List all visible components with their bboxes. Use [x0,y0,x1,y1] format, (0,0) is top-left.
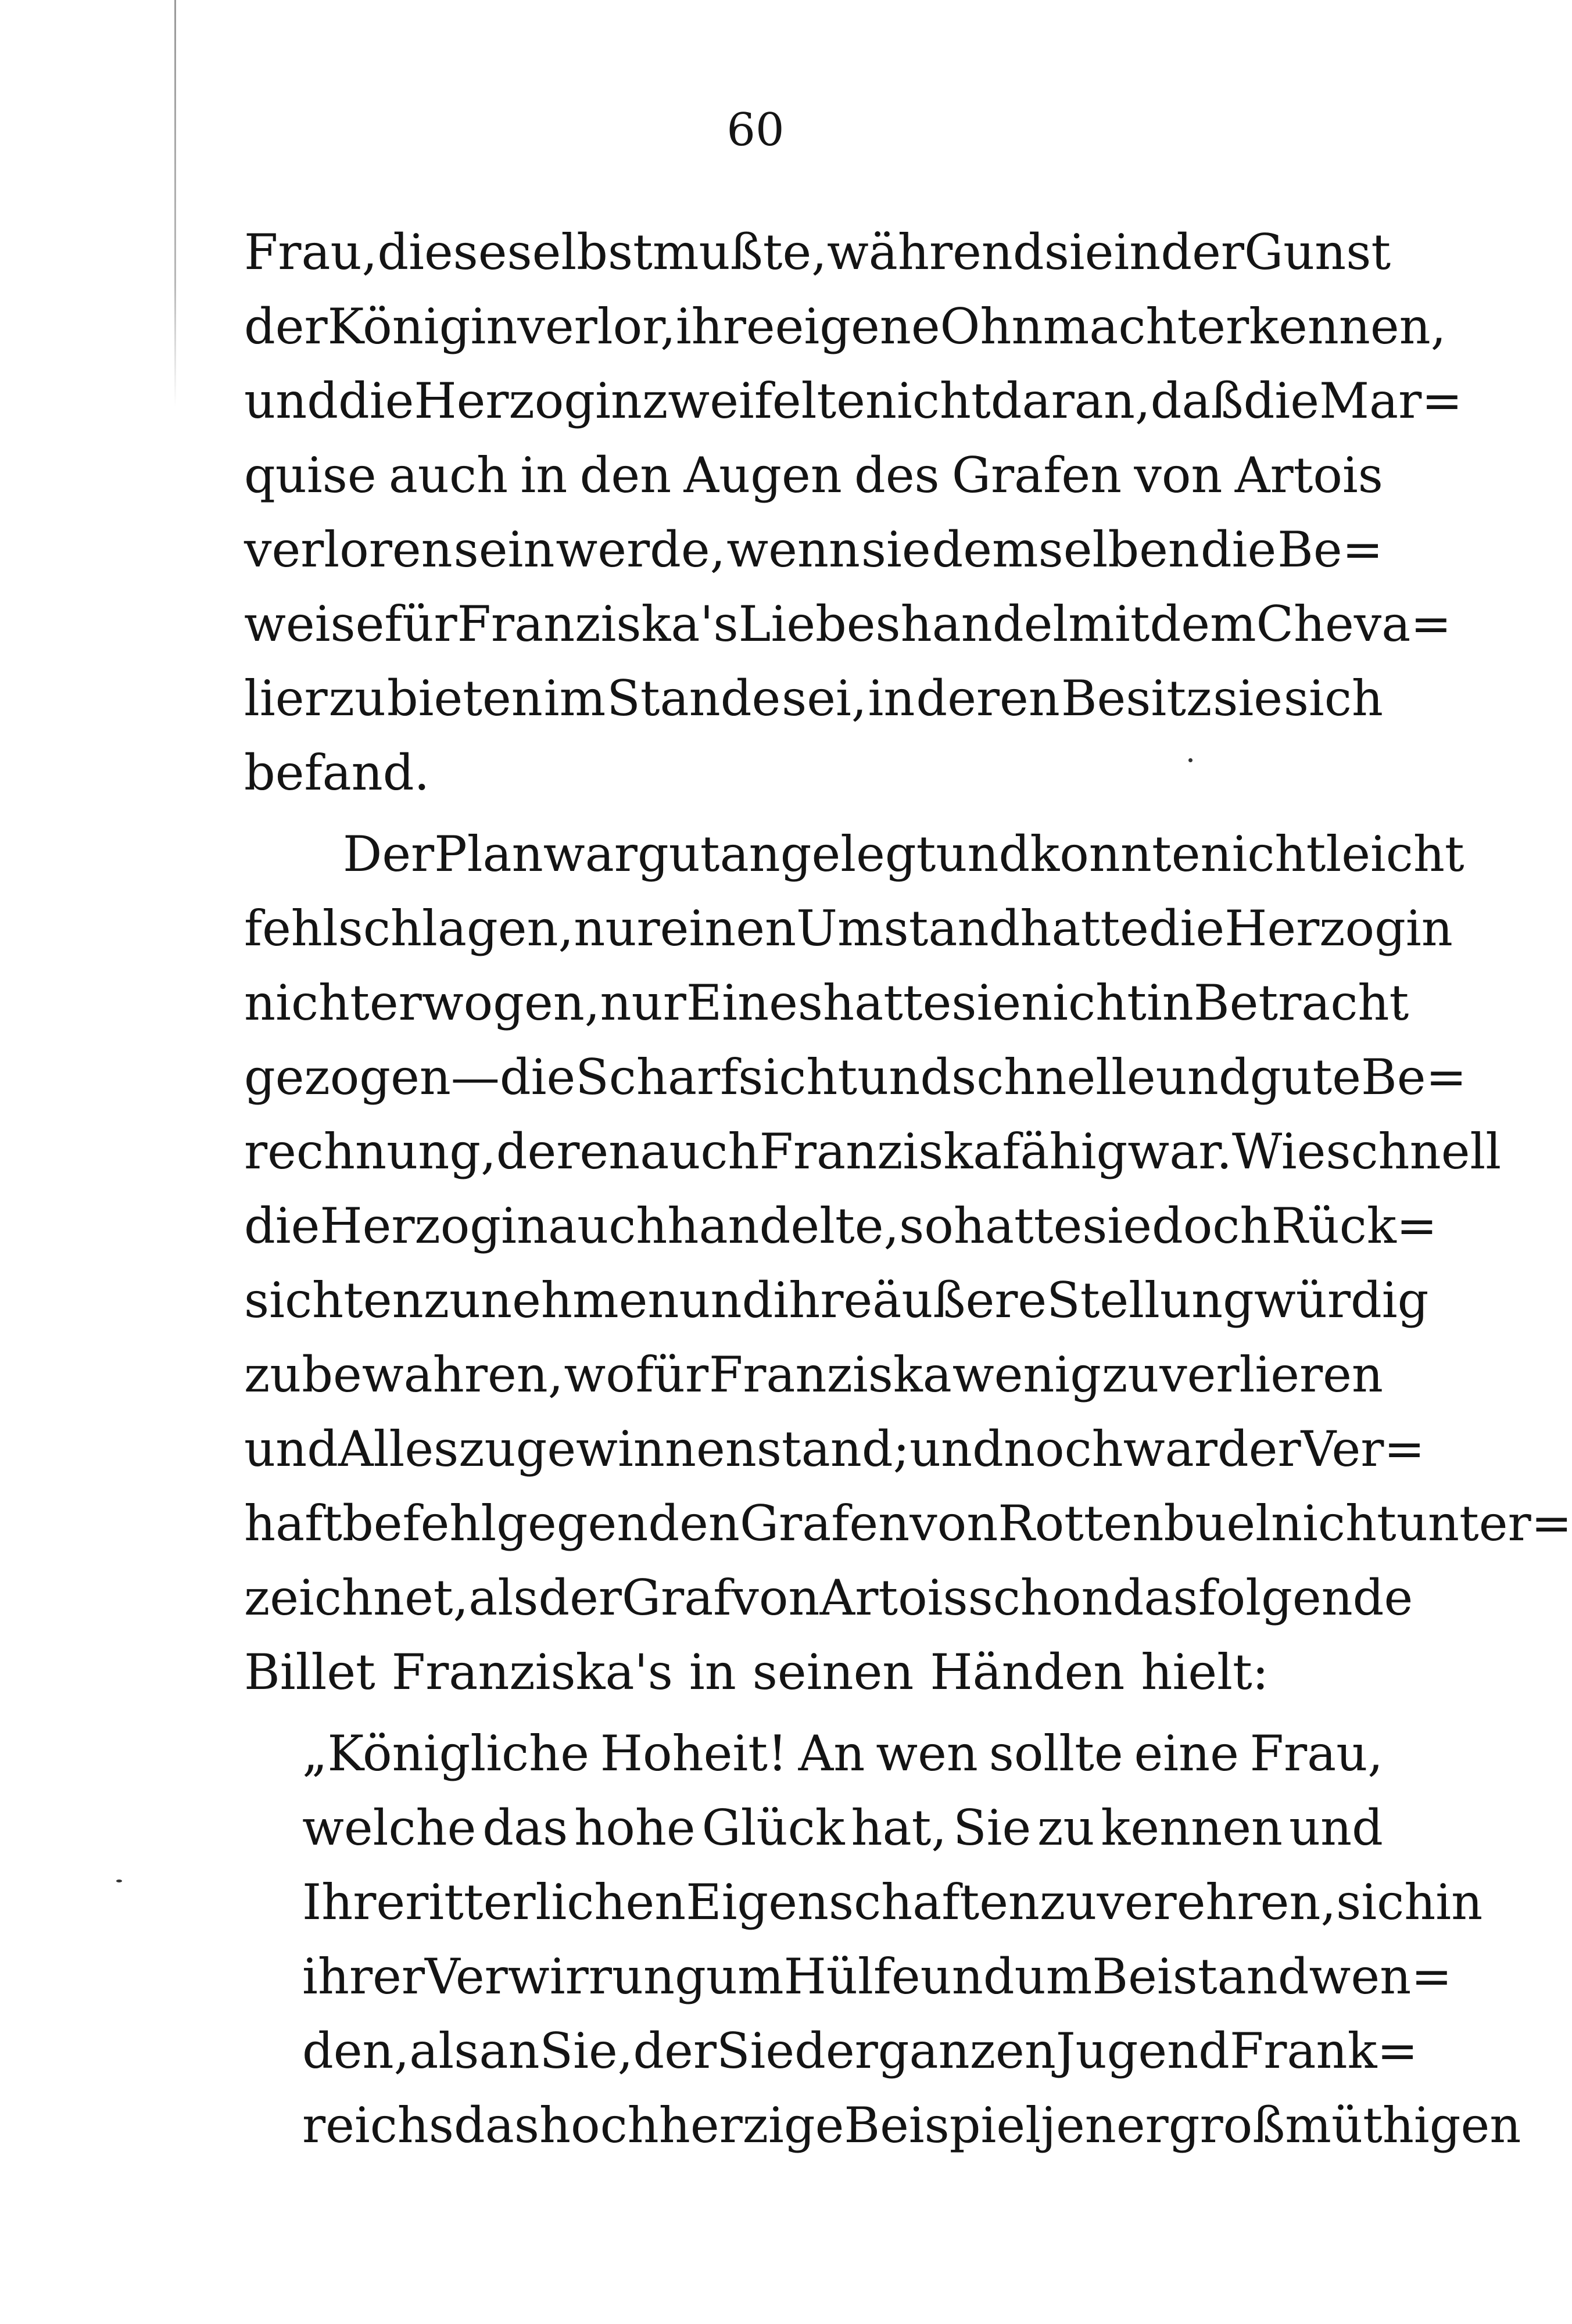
word: wenig [952,1346,1102,1403]
word: äußere [872,1272,1047,1329]
text-line [244,1189,1438,1263]
word: zu [328,670,386,727]
word: ihre [675,298,775,355]
word: kennen [1101,1799,1283,1856]
paragraph-gap [244,810,1383,817]
word: von [731,1569,820,1626]
word: großmüthigen [1168,2097,1521,2154]
word: zu [244,1346,302,1403]
word: sie [1213,670,1283,727]
word: deren [496,1123,640,1180]
word: von [1134,447,1223,504]
word: Ohnmacht [940,298,1197,355]
word: Besitz [1061,670,1212,727]
word: auch [388,447,509,504]
word: Herzogin [1224,900,1453,957]
word: jener [1040,2097,1169,2154]
word: nicht [865,372,991,429]
word: Sie [717,2022,795,2079]
word: Hoheit! [600,1725,787,1782]
text-line [244,736,1383,810]
word: haftbefehl [244,1495,497,1552]
word: demselben [932,521,1199,578]
word: Der [343,826,435,883]
text-line [244,1865,1483,1939]
word: gute [1249,1049,1361,1106]
word: der [633,2022,717,2079]
word: eine [1134,1725,1239,1782]
word: ritterlichen [405,1874,686,1931]
word: Jugend [1055,2022,1230,2079]
word: schon [968,1569,1113,1626]
word: stand; [756,1421,909,1477]
word: für [384,596,457,652]
word: nur [600,974,686,1031]
print-speck [116,1880,122,1882]
word: Mar= [1319,372,1463,429]
word: Augen [683,447,842,504]
text-line [244,215,1391,289]
word: ihrer [302,1948,425,2005]
word: wo [564,1346,635,1403]
word: hochherzige [539,2097,844,2154]
word: nicht [1270,1495,1396,1552]
word: zeichnet, [244,1569,469,1626]
word: der [1217,1421,1301,1477]
text-line [244,1337,1383,1412]
word: rechnung, [244,1123,496,1180]
word: Rück= [1271,1197,1438,1254]
word: hielt: [1141,1644,1269,1701]
word: Frau, [1249,1725,1383,1782]
word: reichs [302,2097,454,2154]
word: Ver= [1301,1421,1425,1477]
word: angelegt [719,826,936,883]
word: und [936,826,1030,883]
word: schnelle [951,1049,1156,1106]
word: das [453,2097,539,2154]
word: erkennen, [1197,298,1446,355]
page-number: 60 [726,104,785,156]
text-line [244,1939,1452,2014]
word: Beistand [1092,1948,1309,2005]
word: nicht [1200,826,1326,883]
word: Händen [930,1644,1125,1701]
word: ihre [773,1272,873,1329]
word: erwogen, [369,974,600,1031]
word: deren [916,670,1060,727]
word: leicht [1326,826,1464,883]
word: selbst [507,224,653,281]
word: Scharfsicht [575,1049,858,1106]
word: gegen [496,1495,649,1552]
word: hohe [574,1799,696,1856]
word: Graf [621,1569,732,1626]
word: weise [244,596,385,652]
text-line [244,1635,1383,1709]
word: mit [1068,596,1150,652]
text-line [244,587,1452,661]
word: Liebeshandel [738,596,1069,652]
word: in [1146,974,1194,1031]
word: unter= [1396,1495,1572,1552]
word: Eines [686,974,823,1031]
text-line [244,289,1446,364]
word: ganzen [878,2022,1056,2079]
text-line [244,512,1383,587]
word: verlieren [1159,1346,1383,1403]
word: bieten [386,670,543,727]
word: sich [1283,670,1383,727]
text-line [244,817,1464,891]
word: Cheva= [1256,596,1452,652]
word: quise [244,447,377,504]
word: Stande [607,670,781,727]
text-line [244,1412,1425,1486]
word: hatte [1020,900,1149,957]
word: befand. [244,744,430,801]
text-line [244,1114,1502,1189]
word: nicht [244,974,370,1031]
word: sein [453,521,555,578]
word: Hülfe [783,1948,921,2005]
word: Franziska's [457,596,739,652]
text-line [244,1040,1467,1114]
word: Billet [244,1644,375,1701]
word: Be= [1360,1049,1467,1106]
word: sichten [244,1272,424,1329]
word: war [1123,1421,1218,1477]
word: in [1113,224,1161,281]
word: Franziska [708,1346,952,1403]
word: Artois [1234,447,1383,504]
word: von [909,1495,998,1552]
word: verlor, [517,298,676,355]
word: Verwirrung [424,1948,706,2005]
word: Plan [434,826,543,883]
word: die [1148,900,1225,957]
word: welche [302,1799,477,1856]
word: noch [1003,1421,1123,1477]
word: Sie, [539,2022,633,2079]
word: und [1288,1799,1383,1856]
word: in [689,1644,736,1701]
word: wenn [726,521,861,578]
word: der [794,2022,878,2079]
word: hatte [822,974,952,1031]
word: in [1435,1874,1483,1931]
word: der [538,1569,622,1626]
word: konnte [1030,826,1201,883]
text-line [244,1791,1383,1865]
word: und [857,1049,952,1106]
word: fähig [1002,1123,1128,1180]
word: folgende [1198,1569,1413,1626]
word: den [579,447,672,504]
word: die [1200,521,1277,578]
word: zu [1037,1799,1095,1856]
word: um [706,1948,784,2005]
word: Eigenschaften [686,1874,1040,1931]
word: Betracht [1193,974,1409,1031]
word: die [338,372,414,429]
word: verehren, [1097,1874,1337,1931]
word: an [479,2022,540,2079]
word: als [409,2022,479,2079]
paragraph-gap [244,1709,1383,1716]
text-line [244,1486,1572,1561]
word: handelte, [667,1197,900,1254]
word: in [520,447,568,504]
word: Herzogin [414,372,643,429]
word: Umstand [796,900,1020,957]
word: Frau, [244,224,378,281]
word: gezogen [244,1049,451,1106]
word: doch [1151,1197,1272,1254]
word: daran, [990,372,1151,429]
word: mußte, [652,224,827,281]
word: sie [951,974,1022,1031]
word: bewahren, [302,1346,564,1403]
word: den [648,1495,740,1552]
word: dem [1150,596,1256,652]
body-text [244,215,1572,2162]
word: während [826,224,1044,281]
word: Be= [1277,521,1383,578]
word: Herzogin [320,1197,549,1254]
word: Stellung [1047,1272,1254,1329]
word: das [482,1799,568,1856]
word: Königin [327,298,518,355]
word: einen [660,900,797,957]
word: diese [377,224,507,281]
word: verloren [244,521,453,578]
word: Artois [819,1569,968,1626]
word: gut [637,826,720,883]
word: die [1243,372,1319,429]
word: gewinnen [515,1421,757,1477]
word: sei, [782,670,867,727]
paragraph-p1 [244,215,1463,810]
word: Glück [701,1799,845,1856]
word: Frank= [1229,2022,1418,2079]
text-line [244,1263,1429,1337]
word: im [543,670,606,727]
word: zweifelte [642,372,865,429]
word: hatte [953,1197,1083,1254]
word: werde, [556,521,726,578]
paragraph-p3 [244,1716,1521,2162]
word: „Königliche [302,1725,589,1782]
text-line [244,891,1453,966]
word: zu [1040,1874,1097,1931]
binding-edge-line [174,0,176,407]
word: der [244,298,328,355]
word: An [798,1725,865,1782]
word: wen= [1309,1948,1452,2005]
word: auch [640,1123,760,1180]
word: schnell [1326,1123,1502,1180]
word: Ihre [302,1874,406,1931]
word: war [543,826,638,883]
text-line [244,2014,1418,2088]
word: die [244,1197,320,1254]
word: Beispiel [844,2097,1041,2154]
word: sollte [989,1725,1123,1782]
word: eigene [775,298,940,355]
word: seinen [752,1644,914,1701]
word: in [868,670,915,727]
word: und [244,372,338,429]
word: als [468,1569,539,1626]
word: war. [1127,1123,1232,1180]
word: für [635,1346,709,1403]
text-line [244,1716,1383,1791]
word: würdig [1254,1272,1429,1329]
word: sich [1336,1874,1436,1931]
paragraph-p2 [244,817,1572,1709]
word: des [854,447,940,504]
word: sie [1044,224,1114,281]
text-line [244,661,1383,736]
text-line [244,966,1409,1040]
word: Alles [338,1421,459,1477]
word: und [920,1948,1015,2005]
word: Franziska's [391,1644,673,1701]
word: den, [302,2022,410,2079]
word: auch [548,1197,668,1254]
word: nehmen [481,1272,679,1329]
word: lier [244,670,328,727]
word: Rottenbuel [998,1495,1271,1552]
word: sie [861,521,931,578]
word: nicht [1021,974,1147,1031]
word: Wie [1231,1123,1326,1180]
word: zu [1101,1346,1159,1403]
word: und [1155,1049,1250,1106]
word: und [909,1421,1004,1477]
text-line [244,364,1463,438]
word: und [679,1272,774,1329]
word: fehlschlagen, [244,900,574,957]
word: Grafen [951,447,1122,504]
word: der [1161,224,1244,281]
word: Grafen [739,1495,910,1552]
word: sie [1082,1197,1152,1254]
word: daß [1150,372,1244,429]
word: wen [876,1725,978,1782]
word: um [1014,1948,1093,2005]
word: die [499,1049,576,1106]
word: zu [423,1272,481,1329]
word: zu [459,1421,516,1477]
word: nur [574,900,660,957]
word: so [899,1197,954,1254]
word: Sie [953,1799,1032,1856]
word: und [244,1421,338,1477]
text-line [244,1561,1413,1635]
word: Gunst [1244,224,1391,281]
word: hat, [851,1799,947,1856]
text-line [244,438,1383,512]
text-line [244,2088,1521,2162]
word: — [450,1049,500,1106]
word: das [1112,1569,1198,1626]
word: Franziska [759,1123,1002,1180]
